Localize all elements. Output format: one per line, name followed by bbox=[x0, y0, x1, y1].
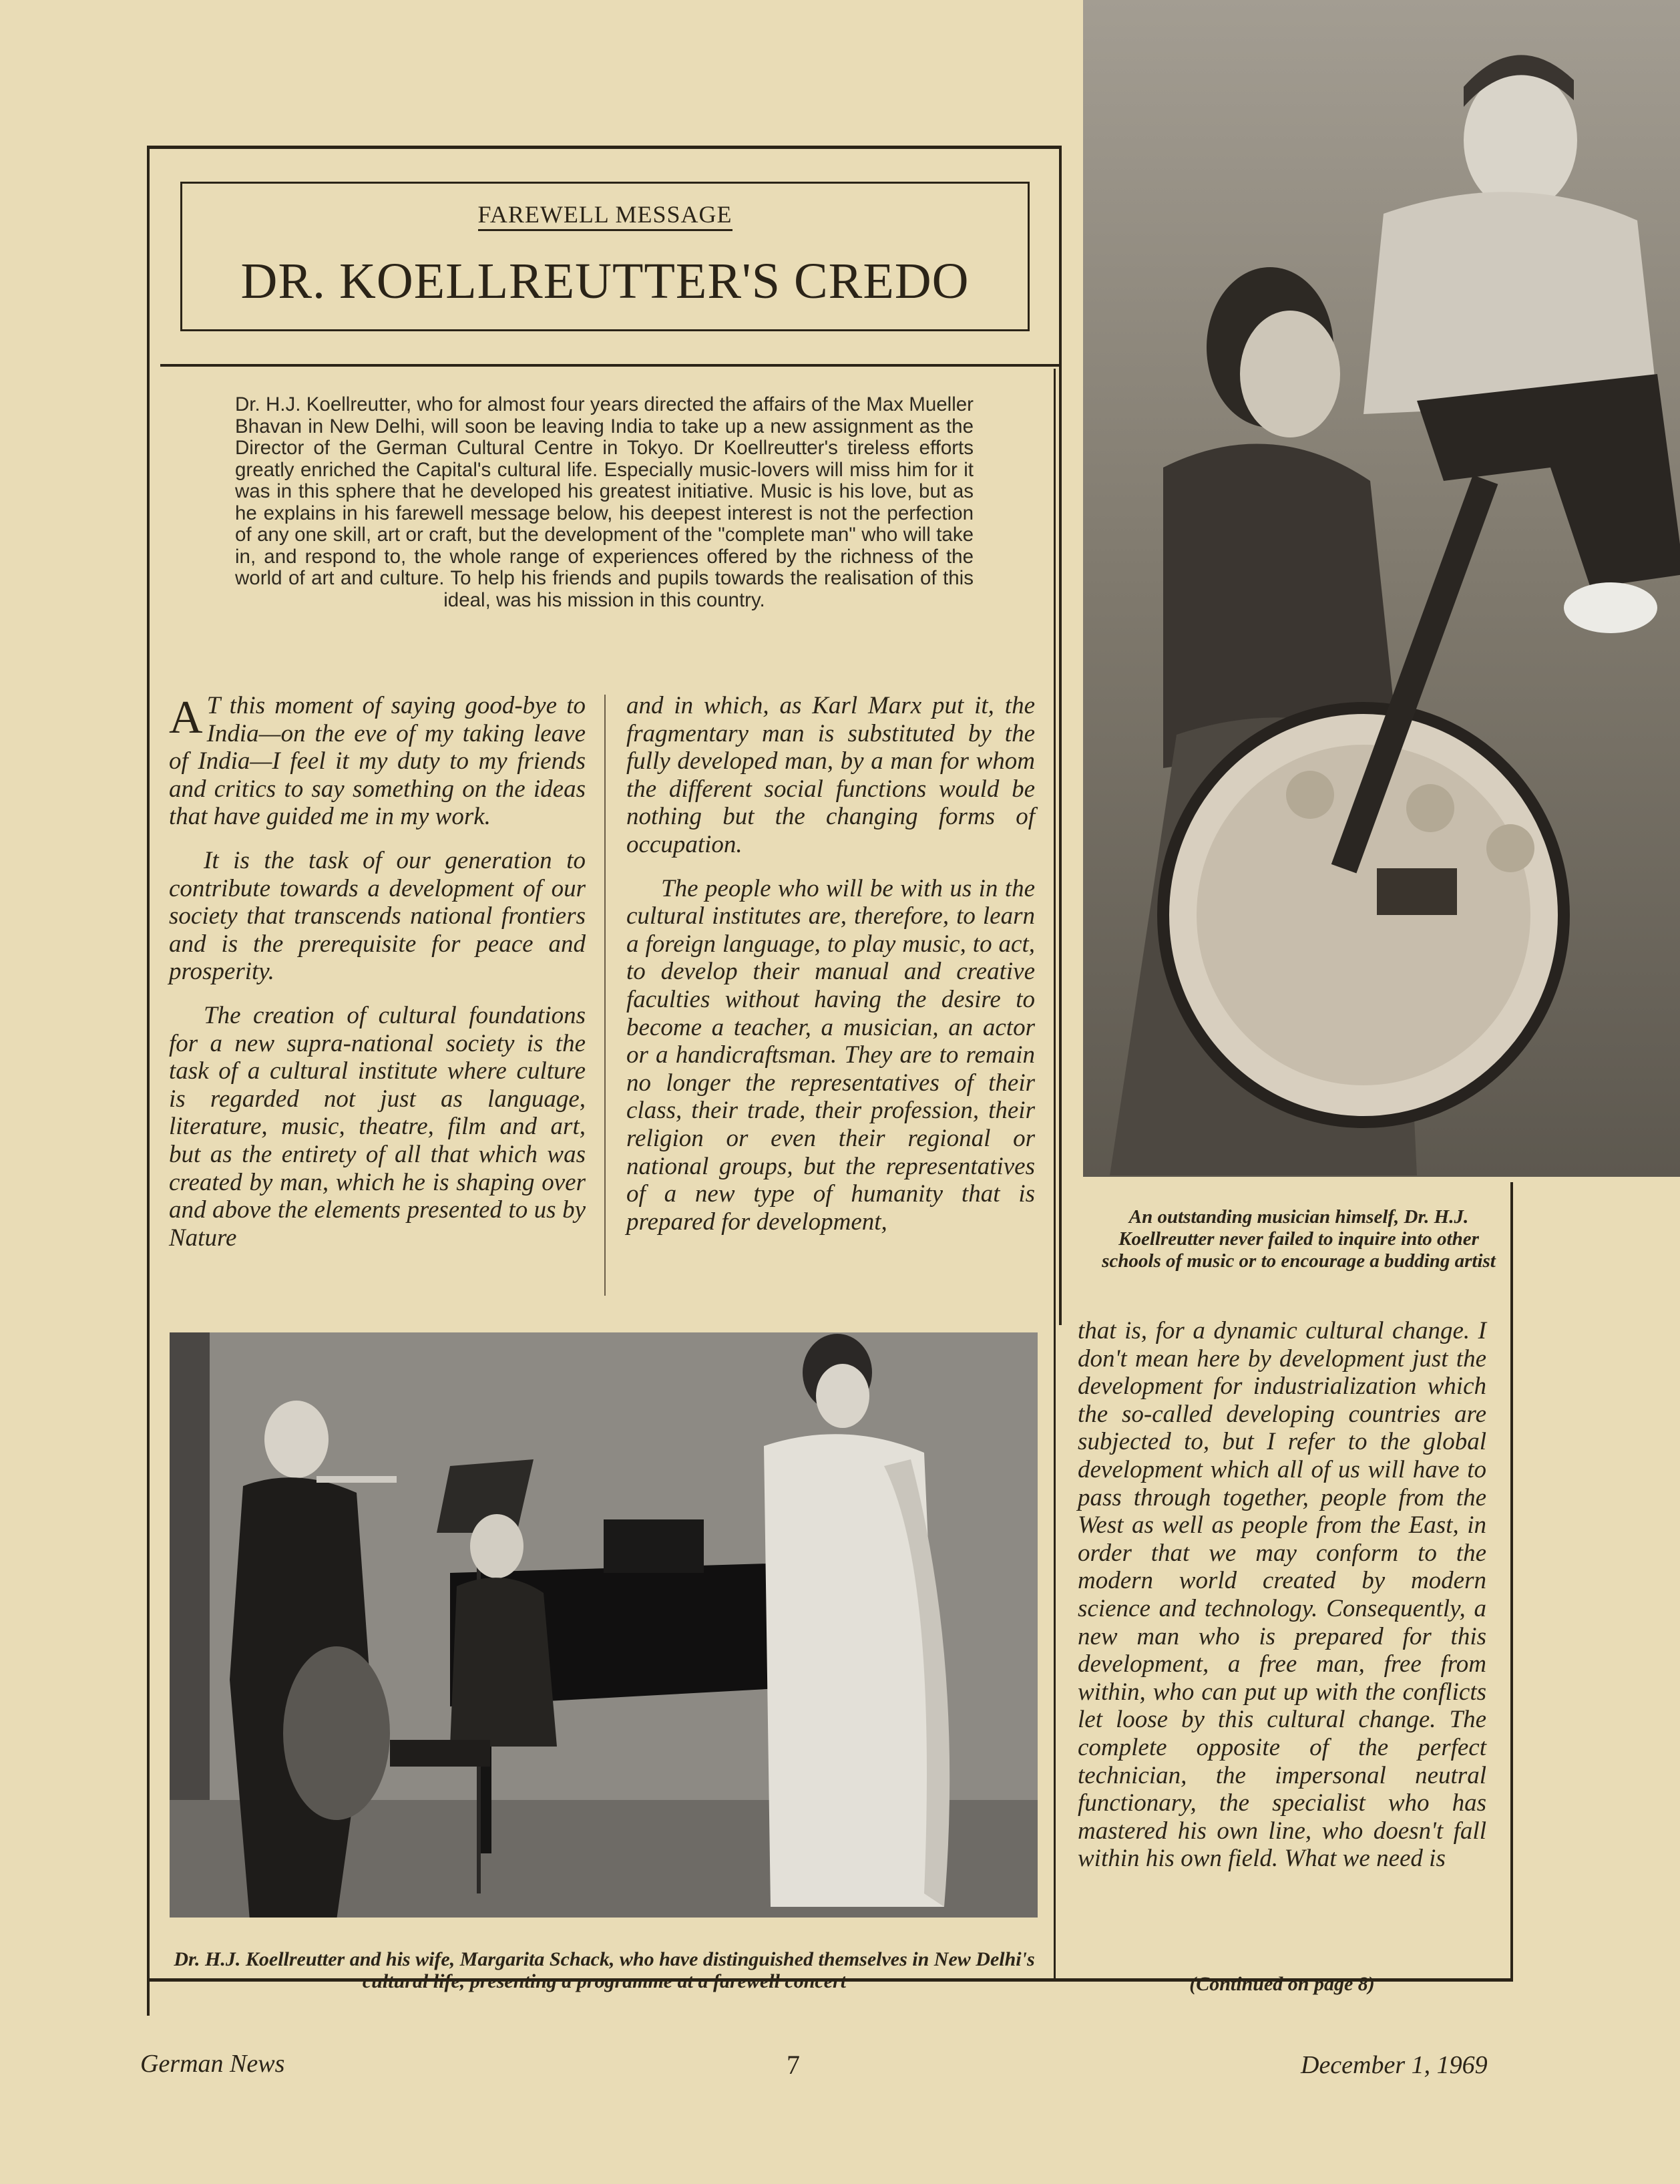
photo-caption-right: An outstanding musician himself, Dr. H.J. Koellreutter never failed to inquire into other schools of music or to encourage a budding artist bbox=[1102, 1206, 1496, 1272]
photo-farewell-concert bbox=[170, 1332, 1038, 1918]
photo-veena-image bbox=[1083, 0, 1680, 1177]
paragraph: The people who will be with us in the cultural institutes are, therefore, to learn a foreign language, to play music, to act, to develop their manual and creative faculties without having the desire to become a teacher, a musician, an actor or a handicraftsman. They are to remain no longer the representatives of their class, their trade, their profession, their religion or even their regional or national groups, but the representatives of a new type of humanity that is prepared for development, bbox=[626, 874, 1035, 1236]
paragraph bbox=[169, 692, 586, 831]
title-bottom-rule bbox=[160, 364, 1060, 367]
body-column-2 bbox=[626, 692, 1035, 1252]
kicker bbox=[180, 200, 1030, 228]
footer-date: December 1, 1969 bbox=[1301, 2051, 1488, 2079]
right-column-rule bbox=[1054, 369, 1056, 1978]
kicker-text: FAREWELL MESSAGE bbox=[478, 201, 732, 231]
drop-cap: A bbox=[169, 692, 203, 743]
body-column-3 bbox=[1078, 1317, 1486, 1889]
paragraph: that is, for a dynamic cultural change. I don't mean here by development just the development for industrialization which the so-called developing countries are subjected to, but I refer to the global development which all of us will have to pass through together, people from the West as well as people from the East, in order that we may conform to the modern world created by modern science and technology. Consequently, a new man who is prepared for this development, a free man, free from within, who can put up with the conflicts let loose by this cultural change. The complete opposite of the perfect technician, the impersonal neutral functionary, the specialist who has mastered his own line, who doesn't fall within his own field. What we need is bbox=[1078, 1317, 1486, 1873]
photo-musician-veena bbox=[1083, 0, 1680, 1177]
photo-caption-bottom: Dr. H.J. Koellreutter and his wife, Margarita Schack, who have distinguished themselves in New Delhi's cultural life, presenting a programme at a farewell concert bbox=[174, 1948, 1035, 1992]
page-title: DR. KOELLREUTTER'S CREDO bbox=[240, 253, 970, 309]
right-frame-rule-upper bbox=[1059, 146, 1062, 1325]
paragraph: and in which, as Karl Marx put it, the fragmentary man is substituted by the fully developed man, by a man for whom the different social functions would be nothing but the changing forms of occupation. bbox=[626, 692, 1035, 858]
outer-right-rule bbox=[1510, 1182, 1513, 1981]
column-divider bbox=[604, 695, 606, 1296]
intro-paragraph: Dr. H.J. Koellreutter, who for almost four years directed the affairs of the Max Mueller Bhavan in New Delhi, will soon be leaving India to take up a new assignment as the Director of the German Cultural Centre in Tokyo. Dr Koellreutter's tireless efforts greatly enriched the Capital's cultural life. Especially music-lovers will miss him for it was in this sphere that he developed his greatest initiative. Music is his love, but as he explains in his farewell message below, his deepest interest is not the perfection of any one skill, art or craft, but the development of the "complete man" who will take in, and respond to, the whole range of experiences offered by the richness of the world of art and culture. To help his friends and pupils towards the realisation of this ideal, was his mission in this country. bbox=[235, 393, 974, 611]
paragraph: The creation of cultural foundations for a new supra-national society is the task of a cultural institute where culture is regarded not just as language, literature, music, theatre, film and art, but as the entirety of all that which was created by man, which he is shaping over and above the elements presented to us by Nature bbox=[169, 1001, 586, 1252]
paragraph: It is the task of our generation to contribute towards a development of our society that transcends national frontiers and is the prerequisite for peace and prosperity. bbox=[169, 846, 586, 986]
left-frame-rule bbox=[147, 146, 150, 2016]
body-column-1 bbox=[169, 692, 586, 1268]
continued-note: (Continued on page 8) bbox=[1189, 1973, 1375, 1995]
footer-publication: German News bbox=[140, 2050, 285, 2078]
top-rule bbox=[148, 146, 1062, 149]
paragraph-text: T this moment of saying good-bye to India—on the eve of my taking leave of India—I feel it my duty to my friends and critics to say something on the ideas that have guided me in my work. bbox=[169, 692, 586, 831]
footer-page-number: 7 bbox=[787, 2050, 800, 2080]
photo-concert-image bbox=[170, 1332, 1038, 1918]
